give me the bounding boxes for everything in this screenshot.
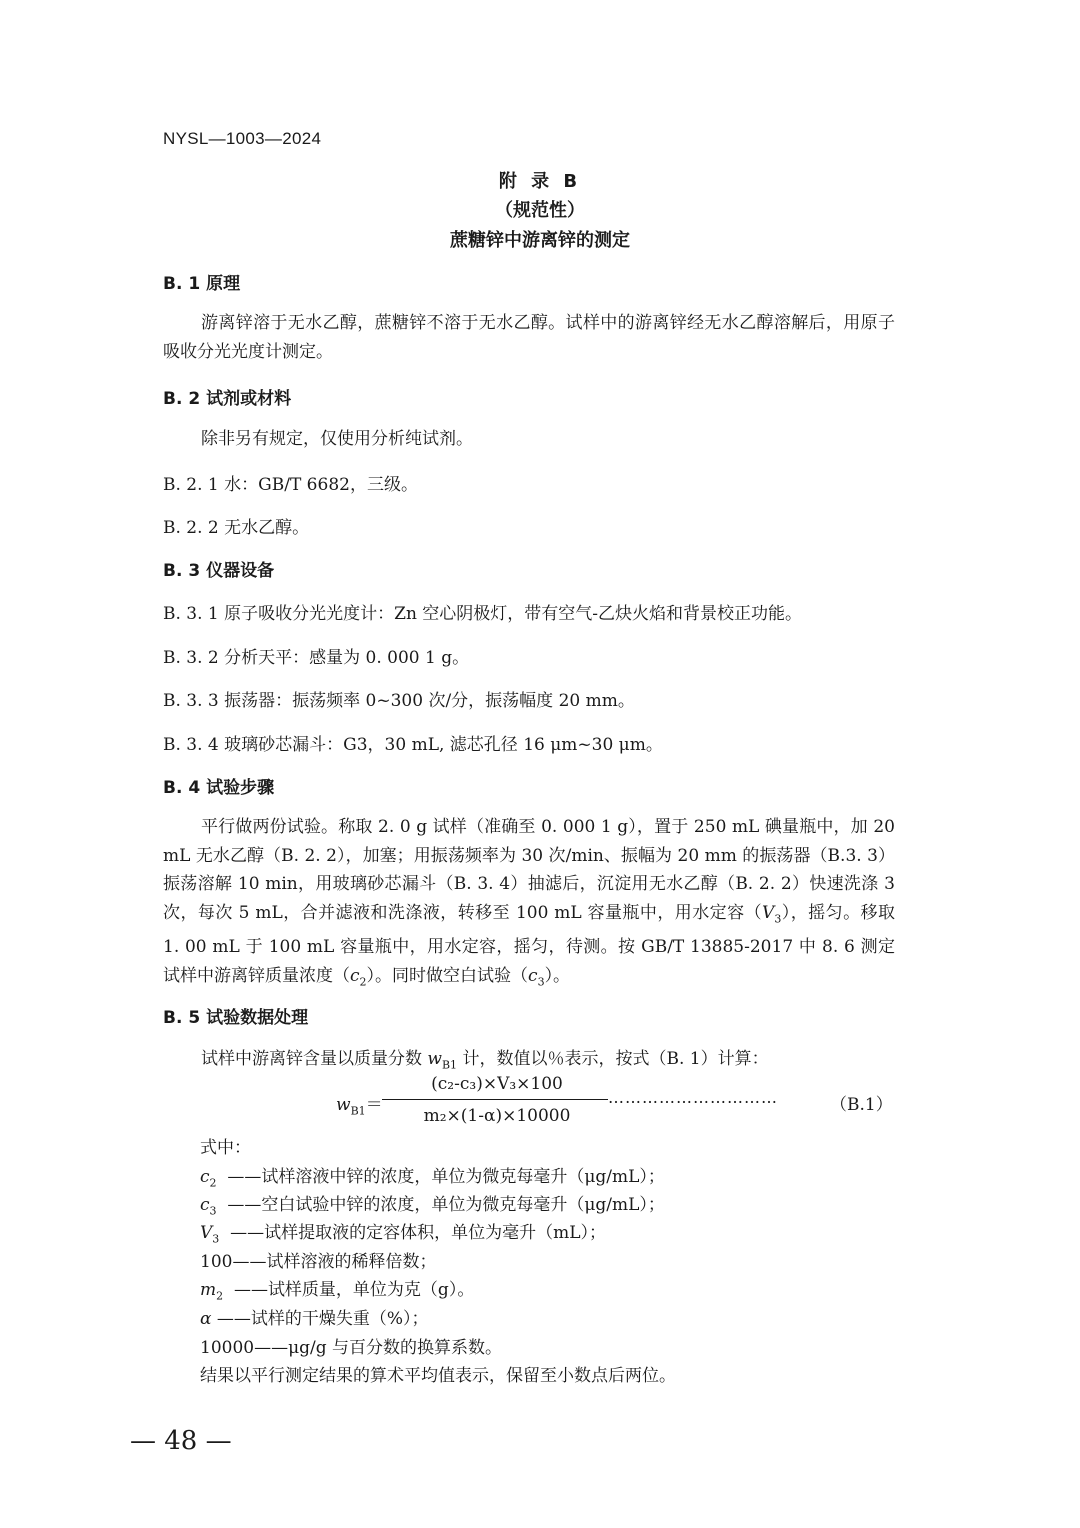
section-heading-b1: B. 1 原理: [163, 274, 241, 294]
appendix-title: 附 录 B: [498, 171, 582, 192]
section-heading-b5: B. 5 试验数据处理: [163, 1008, 309, 1028]
section-heading-b3: B. 3 仪器设备: [163, 561, 275, 581]
conclusion-text: 结果以平行测定结果的算术平均值表示，保留至小数点后两位。: [200, 1366, 676, 1386]
formula-numerator: (c₂-c₃)×V₃×100: [431, 1074, 563, 1094]
definition-m2: $m_2$ ——试样质量，单位为克（g）。: [200, 1280, 475, 1303]
section-text-b1: [163, 309, 895, 366]
definition-v3: $V_3$ ——试样提取液的定容体积，单位为毫升（mL）；: [200, 1223, 607, 1246]
list-item-b2-2: B. 2. 2 无水乙醇。: [163, 518, 310, 538]
where-label: 式中：: [200, 1138, 251, 1158]
formula-intro: 试样中游离锌含量以质量分数 $w_{B1}$ 计，数值以％表示，按式（B. 1）计算：: [201, 1049, 769, 1072]
definition-100: 100——试样溶液的稀释倍数；: [200, 1252, 437, 1272]
section-heading-b2: B. 2 试剂或材料: [163, 389, 292, 409]
formula-denominator: m₂×(1-α)×10000: [423, 1106, 571, 1126]
paragraph: 游离锌溶于无水乙醇，蔗糖锌不溶于无水乙醇。试样中的游离锌经无水乙醇溶解后，用原子吸收分光光度计测定。: [163, 313, 895, 362]
appendix-subject: 蔗糖锌中游离锌的测定: [450, 230, 630, 251]
list-item-b3-3: B. 3. 3 振荡器：振荡频率 0~300 次/分，振荡幅度 20 mm。: [163, 691, 635, 711]
formula-number: （B.1）: [830, 1095, 893, 1115]
definition-alpha: α ——试样的干燥失重（%）；: [200, 1309, 429, 1329]
definition-10000: 10000——μg/g 与百分数的换算系数。: [200, 1338, 503, 1358]
list-item-b2-1: B. 2. 1 水：GB/T 6682，三级。: [163, 475, 418, 495]
definition-c2: $c_2$ ——试样溶液中锌的浓度，单位为微克每毫升（μg/mL）；: [200, 1167, 665, 1190]
list-item-b3-4: B. 3. 4 玻璃砂芯漏斗：G3，30 mL, 滤芯孔径 16 μm~30 μm。: [163, 735, 663, 755]
section-heading-b4: B. 4 试验步骤: [163, 778, 275, 798]
definition-c3: $c_3$ ——空白试验中锌的浓度，单位为微克每毫升（μg/mL）；: [200, 1195, 665, 1218]
section-text-b2: [163, 425, 895, 454]
formula-b1: [330, 1074, 893, 1130]
fraction-bar: [382, 1099, 608, 1100]
section-text-b4: [163, 813, 895, 997]
standard-code: NYSL—1003—2024: [163, 129, 322, 148]
formula-lhs: $w_{B1}=$: [336, 1095, 383, 1118]
list-item-b3-1: B. 3. 1 原子吸收分光光度计：Zn 空心阴极灯，带有空气-乙炔火焰和背景校正功能。: [163, 604, 803, 624]
appendix-type: （规范性）: [495, 200, 585, 221]
leader-dots: …………………………: [608, 1088, 778, 1107]
page-number: — 48 —: [130, 1426, 232, 1456]
paragraph: 平行做两份试验。称取 2. 0 g 试样（准确至 0. 000 1 g），置于 250 mL 碘量瓶中，加 20 mL 无水乙醇（B. 2. 2），加塞；用振荡频率为 30 次/min、振幅为 20 mm 的振荡器（B.3. 3）振荡溶解 10 min，用玻璃砂芯漏斗（B. 3. 4）抽滤后，沉淀用无水乙醇（B. 2. 2）快速洗涤 3 次，每次 5 mL，合并滤液和洗涤液，转移至 100 mL 容量瓶中，用水定容$(V_3)$，摇匀。移取 1. 00 mL 于 100 mL 容量瓶中，用水定容，摇匀，待测。按 GB/T 13885-2017 中 8. 6 测定试样中游离锌质量浓度$(c_2)$。同时做空白试验$(c_3)$。: [163, 817, 895, 989]
paragraph: 除非另有规定，仅使用分析纯试剂。: [201, 429, 473, 449]
list-item-b3-2: B. 3. 2 分析天平：感量为 0. 000 1 g。: [163, 648, 470, 668]
